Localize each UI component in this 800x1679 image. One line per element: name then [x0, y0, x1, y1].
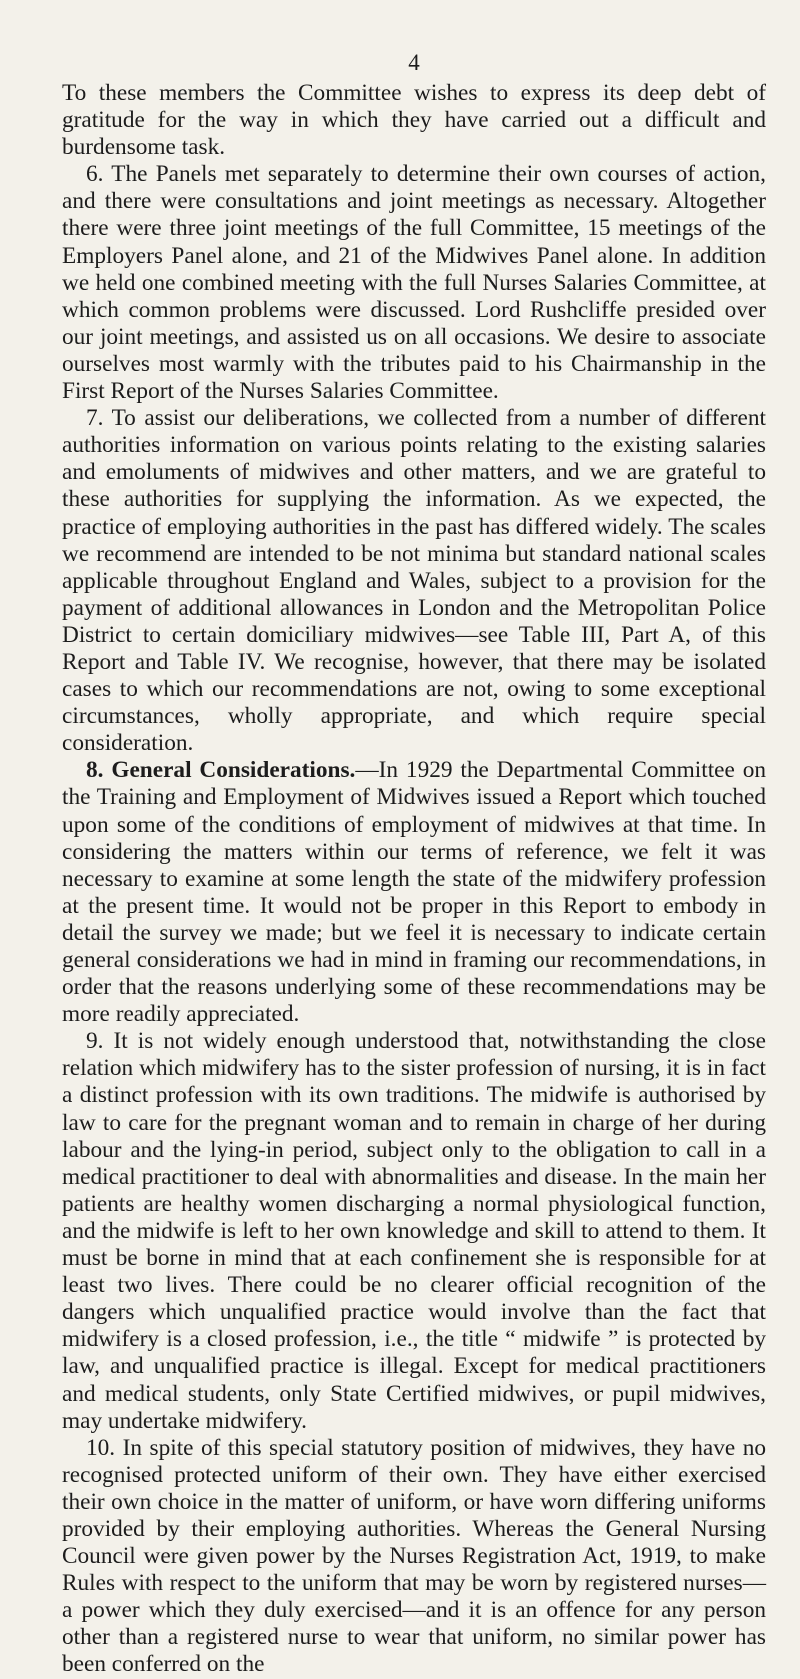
paragraph-8-general-considerations: [62, 757, 766, 1028]
section-heading: 8. General Considerations.: [86, 757, 356, 784]
paragraph-text: 10. In spite of this special statutory position of midwives, they have no recognised protected uniform of their own. They have either exercised their own choice in the matter of uniform, or have worn differing uniforms provided by their employing authorities. Whereas the General Nursing Council were given power by the Nurses Registration Act, 1919, to make Rules with respect to the uniform that may be worn by registered nurses—a power which they duly exercised—and it is an offence for any person other than a registered nurse to wear that uniform, no similar power has been conferred on the: [62, 1434, 766, 1678]
page-number: 4: [408, 50, 420, 75]
paragraph-text: 7. To assist our deliberations, we collected from a number of different authorities information on various points relating to the existing salaries and emoluments of midwives and other matters, and we are grateful to these authorities for supplying the information. As we expected, the practice of employing authorities in the past has differed widely. The scales we recommend are intended to be not minima but standard national scales applicable throughout England and Wales, subject to a provision for the payment of additional allowances in London and the Metropolitan Police District to certain domiciliary midwives—see Table III, Part A, of this Report and Table IV. We recognise, however, that there may be isolated cases to which our recommendations are not, owing to some exceptional circumstances, wholly appropriate, and which require special consideration.: [62, 405, 766, 757]
paragraph-10-uniform: [62, 1435, 766, 1679]
paragraph-6-panels: [62, 161, 766, 405]
paragraph-text: —In 1929 the Departmental Committee on the Training and Employment of Midwives issued a Report which touched upon some of the conditions of employment of midwives at that time. In considering the matters within our terms of reference, we felt it was necessary to examine at some length the state of the midwifery profession at the present time. It would not be proper in this Report to embody in detail the survey we made; but we feel it is necessary to indicate certain general considerations we had in mind in framing our recommendations, in order that the reasons underlying some of these recommendations may be more readily appreciated.: [62, 757, 766, 1028]
paragraph-text: 9. It is not widely enough understood that, notwithstanding the close relation which midwifery has to the sister profession of nursing, it is in fact a distinct profession with its own traditions. The midwife is authorised by law to care for the pregnant woman and to remain in charge of her during labour and the lying-in period, subject only to the obligation to call in a medical practitioner to deal with abnormalities and disease. In the main her patients are healthy women discharging a normal physiological function, and the midwife is left to her own knowledge and skill to attend to them. It must be borne in mind that at each confinement she is responsible for at least two lives. There could be no clearer official recognition of the dangers which unqualified practice would involve than the fact that midwifery is a closed profession, i.e., the title “ midwife ” is protected by law, and unqualified practice is illegal. Except for medical practitioners and medical students, only State Certified midwives, or pupil midwives, may undertake midwifery.: [62, 1028, 766, 1434]
paragraph-9-distinct-profession: [62, 1028, 766, 1434]
paragraph-gratitude: [62, 80, 766, 161]
paragraph-text: 6. The Panels met separately to determine their own courses of action, and there were consultations and joint meetings as necessary. Altogether there were three joint meetings of the full Committee, 15 meetings of the Employers Panel alone, and 21 of the Midwives Panel alone. In addition we held one combined meeting with the full Nurses Salaries Committee, at which common problems were discussed. Lord Rushcliffe presided over our joint meetings, and assisted us on all occasions. We desire to associate ourselves most warmly with the tributes paid to his Chairmanship in the First Report of the Nurses Salaries Committee.: [62, 161, 766, 405]
paragraph-7-information: [62, 405, 766, 757]
paragraph-text: To these members the Committee wishes to express its deep debt of gratitude for the way in which they have carried out a difficult and burdensome task.: [62, 80, 766, 161]
